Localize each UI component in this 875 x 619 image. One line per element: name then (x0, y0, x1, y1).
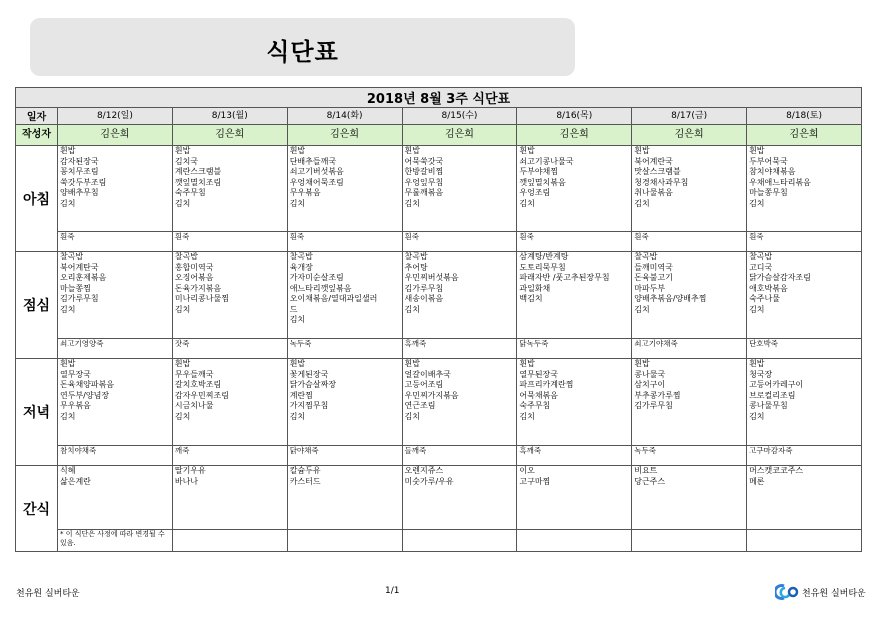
logo-text: 천유원 실버타운 (802, 588, 866, 599)
porridge-cell: 흰죽 (58, 232, 173, 252)
menu-item: 김치 (60, 198, 76, 208)
empty-cell (517, 530, 632, 552)
menu-item: 김치 (289, 315, 306, 324)
menu-item: 우민찌버섯볶음 (404, 273, 459, 282)
author-cell: 김은희 (517, 125, 632, 146)
menu-item: 오렌지쥬스 (404, 466, 444, 475)
menu-item: 취나물볶음 (634, 188, 673, 197)
menu-item: 돈육채양파볶음 (60, 380, 115, 389)
menu-item: 숙주무침 (519, 401, 551, 410)
menu-item: 마늘쫑무침 (749, 188, 788, 197)
menu-item: 김치 (289, 198, 306, 208)
menu-item: 흰밥 (749, 359, 765, 368)
author-cell: 김은희 (58, 125, 173, 146)
menu-item: 우채애느타리볶음 (749, 177, 811, 187)
menu-item: 애호박볶음 (749, 283, 788, 293)
logo-icon (775, 583, 799, 601)
menu-cell (58, 359, 173, 446)
menu-cell (747, 466, 862, 530)
author-cell: 김은희 (287, 125, 402, 146)
menu-item: 삶은계란 (60, 476, 91, 486)
porridge-cell: 참치야채죽 (58, 446, 173, 466)
menu-item: 김가루무침 (60, 294, 99, 303)
menu-item: 어묵쑥갓국 (404, 156, 444, 166)
menu-item: 꽁치무조림 (60, 167, 99, 176)
date-cell: 8/17(금) (632, 108, 747, 125)
menu-item: 미나리콩나물찜 (174, 294, 229, 303)
menu-item: 당근주스 (634, 476, 666, 486)
menu-item: 돈육가지볶음 (174, 283, 222, 293)
menu-item: 이오 (519, 466, 535, 475)
menu-item: 두부야채찜 (519, 167, 559, 176)
menu-item: 콩나물국 (634, 369, 666, 379)
menu-item: 깻잎멸치볶음 (519, 177, 566, 187)
author-cell: 김은희 (402, 125, 517, 146)
menu-item: 부추콩가루찜 (634, 390, 681, 400)
menu-item: 한방갈비찜 (404, 167, 444, 176)
menu-item: 브로컬리조림 (749, 390, 796, 400)
porridge-cell: 쇠고기야채죽 (632, 339, 747, 359)
menu-cell (287, 466, 402, 530)
meal-sub-row (16, 530, 862, 552)
menu-cell (402, 359, 517, 446)
menu-item: 무우볶음 (60, 401, 91, 410)
meal-sub-row (16, 339, 862, 359)
page-title: 식단표 (266, 38, 339, 66)
menu-item: 시금치나물 (174, 401, 214, 410)
menu-item: 쇠고기버섯볶음 (289, 167, 344, 176)
porridge-cell: 흰죽 (287, 232, 402, 252)
empty-cell (402, 530, 517, 552)
menu-item: 무우볶음 (289, 188, 321, 197)
menu-item: 두부어묵국 (749, 156, 788, 166)
menu-item: 깻잎멸치조림 (174, 177, 222, 187)
menu-item: 김치 (404, 304, 420, 314)
menu-item: 찰곡밥 (749, 252, 773, 261)
menu-item: 김치 (404, 198, 420, 208)
menu-item: 북어계탄국 (60, 262, 99, 272)
menu-item: 열무된장국 (519, 369, 559, 379)
menu-item: 무우들깨국 (174, 369, 214, 379)
date-cell: 8/16(목) (517, 108, 632, 125)
menu-item: 김치국 (174, 156, 199, 166)
menu-item: 들깨미역국 (634, 262, 673, 272)
porridge-cell: 단호박죽 (747, 339, 862, 359)
menu-item: 김치 (749, 411, 765, 421)
menu-item: 흰밥 (289, 146, 306, 155)
menu-item: 김치 (634, 304, 650, 314)
porridge-cell: 흰죽 (632, 232, 747, 252)
menu-item: 드 (289, 304, 298, 314)
menu-item: 갈치호박조림 (174, 380, 222, 389)
date-cell: 8/12(일) (58, 108, 173, 125)
menu-cell (632, 359, 747, 446)
menu-item: 열무장국 (60, 369, 91, 379)
author-cell: 김은희 (172, 125, 287, 146)
porridge-cell: 흰죽 (517, 232, 632, 252)
menu-item: 쑥갓두부조림 (60, 177, 107, 187)
menu-item: 삼계탕/반계탕 (519, 252, 569, 261)
menu-item: 찰곡밥 (634, 252, 658, 261)
menu-item: 오리훈제볶음 (60, 273, 107, 282)
menu-cell (747, 252, 862, 339)
title-box (30, 18, 575, 76)
menu-cell (58, 146, 173, 232)
menu-item: 우엉조림 (519, 188, 551, 197)
menu-item: 숙주무침 (174, 188, 206, 197)
menu-cell (172, 466, 287, 530)
menu-item: 흰밥 (519, 146, 535, 155)
empty-cell (632, 530, 747, 552)
menu-item: 청경채사과무침 (634, 177, 689, 187)
menu-item: 김가루무침 (634, 401, 673, 410)
author-cell: 김은희 (747, 125, 862, 146)
menu-item: 김치 (174, 198, 191, 208)
porridge-cell: 흰죽 (172, 232, 287, 252)
menu-item: 가자미순살조림 (289, 273, 344, 282)
porridge-cell: 잣죽 (172, 339, 287, 359)
menu-cell (632, 466, 747, 530)
meal-row (16, 252, 862, 339)
menu-item: 오징어볶음 (174, 273, 214, 282)
porridge-cell: 녹두죽 (632, 446, 747, 466)
menu-item: 흰밥 (404, 359, 420, 368)
date-label: 일자 (16, 108, 58, 125)
date-cell: 8/13(월) (172, 108, 287, 125)
porridge-cell: 흑깨죽 (517, 446, 632, 466)
menu-cell (517, 359, 632, 446)
menu-cell (287, 146, 402, 232)
menu-item: 새송이볶음 (404, 294, 444, 303)
menu-item: 비요트 (634, 466, 658, 475)
menu-item: 맛살스크램블 (634, 167, 681, 176)
menu-item: 찰곡밥 (289, 252, 313, 261)
menu-item: 미숫가루/우유 (404, 476, 454, 486)
menu-item: 북어계란국 (634, 156, 673, 166)
meal-row (16, 359, 862, 446)
menu-item: 연두부/양념장 (60, 390, 110, 400)
menu-item: 김치 (60, 304, 76, 314)
meal-label: 아침 (16, 146, 58, 252)
porridge-cell: 깨죽 (172, 446, 287, 466)
date-row (16, 108, 862, 125)
menu-item: 흰밥 (634, 359, 650, 368)
menu-table (15, 87, 862, 552)
menu-item: 흰밥 (60, 146, 76, 155)
menu-item: 우엉채어묵조림 (289, 177, 344, 187)
menu-cell (632, 252, 747, 339)
menu-item: 김치 (60, 411, 76, 421)
table-title: 2018년 8월 3주 식단표 (16, 88, 862, 108)
meal-sub-row (16, 232, 862, 252)
empty-cell (172, 530, 287, 552)
menu-item: 단배추들깨국 (289, 156, 337, 166)
menu-item: 닭가슴살감자조림 (749, 273, 811, 282)
menu-cell (287, 359, 402, 446)
menu-item: 파프리카계란찜 (519, 380, 574, 389)
menu-item: 고구마찜 (519, 476, 551, 486)
menu-cell (747, 146, 862, 232)
menu-item: 흰밥 (634, 146, 650, 155)
menu-item: 찰곡밥 (174, 252, 199, 261)
empty-cell (747, 530, 862, 552)
menu-item: 도토리묵무침 (519, 262, 566, 272)
footer-logo (775, 583, 866, 601)
menu-item: 흰밥 (174, 359, 191, 368)
menu-item: 김치 (174, 411, 191, 421)
menu-item: 머스캣코코주스 (749, 466, 804, 475)
menu-cell (517, 466, 632, 530)
menu-item: 카스터드 (289, 476, 321, 486)
menu-cell (632, 146, 747, 232)
meal-sub-row (16, 446, 862, 466)
empty-cell (287, 530, 402, 552)
date-cell: 8/15(수) (402, 108, 517, 125)
menu-item: 가지찜무침 (289, 401, 329, 410)
menu-item: 흰밥 (289, 359, 306, 368)
menu-item: 흰밥 (749, 146, 765, 155)
menu-item: 감자우민찌조림 (174, 390, 229, 400)
date-cell: 8/18(토) (747, 108, 862, 125)
menu-item: 고등어조림 (404, 380, 444, 389)
menu-cell (58, 252, 173, 339)
menu-item: 어묵채볶음 (519, 390, 559, 400)
porridge-cell: 녹두죽 (287, 339, 402, 359)
porridge-cell: 닭야채죽 (287, 446, 402, 466)
menu-item: 김치 (519, 411, 535, 421)
author-label: 작성자 (16, 125, 58, 146)
menu-item: 메론 (749, 476, 765, 486)
menu-cell (517, 146, 632, 232)
menu-item: 찰곡밥 (60, 252, 84, 261)
porridge-cell: 고구마감자죽 (747, 446, 862, 466)
author-cell: 김은희 (632, 125, 747, 146)
menu-item: 우엉잎무침 (404, 177, 444, 187)
menu-item: 고등어카레구이 (749, 380, 804, 389)
table-title-row (16, 88, 862, 108)
menu-item: 고디국 (749, 262, 773, 272)
menu-cell (172, 146, 287, 232)
menu-item: 닭가슴살짜장 (289, 380, 337, 389)
menu-item: 계란스크램블 (174, 167, 222, 176)
menu-item: 꽃게된장국 (289, 369, 329, 379)
menu-item: 김치 (174, 304, 191, 314)
porridge-cell: 쇠고기영양죽 (58, 339, 173, 359)
footer-org-name: 천유원 실버타운 (16, 589, 80, 599)
menu-item: 김치 (634, 198, 650, 208)
menu-item: 김치 (519, 198, 535, 208)
menu-item: 돈육불고기 (634, 273, 673, 282)
menu-item: 김치 (289, 411, 306, 421)
meal-label: 점심 (16, 252, 58, 359)
menu-item: 홍합미역국 (174, 262, 214, 272)
menu-item: 삼치구이 (634, 380, 666, 389)
menu-item: 숙주나물 (749, 294, 780, 303)
menu-item: 쇠고기콩나물국 (519, 156, 574, 166)
note-cell: * 이 식단은 사정에 따라 변경될 수 있음. (58, 530, 173, 552)
menu-item: 참치야채볶음 (749, 167, 796, 176)
menu-item: 칼슘두유 (289, 466, 321, 475)
meal-row (16, 146, 862, 232)
menu-cell (58, 466, 173, 530)
menu-cell (172, 359, 287, 446)
author-row (16, 125, 862, 146)
meal-row (16, 466, 862, 530)
menu-item: 찰곡밥 (404, 252, 428, 261)
menu-item: 김가루무침 (404, 283, 444, 293)
menu-item: 얼갈이배추국 (404, 369, 451, 379)
meal-label: 간식 (16, 466, 58, 552)
menu-item: 백김치 (519, 294, 543, 303)
porridge-cell: 흰죽 (747, 232, 862, 252)
menu-item: 딸기우유 (174, 466, 206, 475)
menu-item: 양배추볶음/양배추찜 (634, 294, 707, 303)
menu-item: 양배추무침 (60, 188, 99, 197)
menu-item: 청국장 (749, 369, 773, 379)
menu-item: 바나나 (174, 476, 199, 486)
menu-item: 김치 (404, 411, 420, 421)
menu-cell (172, 252, 287, 339)
menu-item: 추어탕 (404, 262, 428, 272)
menu-item: 식혜 (60, 466, 76, 475)
menu-item: 콩나물무침 (749, 401, 788, 410)
menu-item: 흰밥 (519, 359, 535, 368)
menu-item: 흰밥 (60, 359, 76, 368)
menu-item: 감자된장국 (60, 156, 99, 166)
menu-item: 과일화채 (519, 283, 551, 293)
menu-item: 무룰깨볶음 (404, 188, 444, 197)
menu-cell (402, 252, 517, 339)
porridge-cell: 흰죽 (402, 232, 517, 252)
menu-item: 육개장 (289, 262, 313, 272)
meal-label: 저녁 (16, 359, 58, 466)
menu-cell (517, 252, 632, 339)
menu-cell (402, 146, 517, 232)
menu-item: 연근조림 (404, 401, 436, 410)
menu-item: 마파두부 (634, 283, 666, 293)
menu-item: 애느타리깻잎볶음 (289, 283, 352, 293)
menu-item: 오이채볶음/열대과일샐러 (289, 294, 378, 303)
menu-cell (747, 359, 862, 446)
menu-item: 흰밥 (404, 146, 420, 155)
menu-item: 계란찜 (289, 390, 313, 400)
footer-page-number: 1/1 (385, 586, 400, 596)
menu-cell (287, 252, 402, 339)
porridge-cell: 흑깨죽 (402, 339, 517, 359)
date-cell: 8/14(화) (287, 108, 402, 125)
menu-item: 파래자반 /풋고추된장무침 (519, 273, 610, 282)
porridge-cell: 들깨죽 (402, 446, 517, 466)
menu-item: 흰밥 (174, 146, 191, 155)
menu-item: 우민찌가지볶음 (404, 390, 459, 400)
menu-item: 김치 (749, 198, 765, 208)
menu-item: 마늘쫑찜 (60, 283, 91, 293)
menu-cell (402, 466, 517, 530)
menu-item: 김치 (749, 304, 765, 314)
porridge-cell: 닭녹두죽 (517, 339, 632, 359)
